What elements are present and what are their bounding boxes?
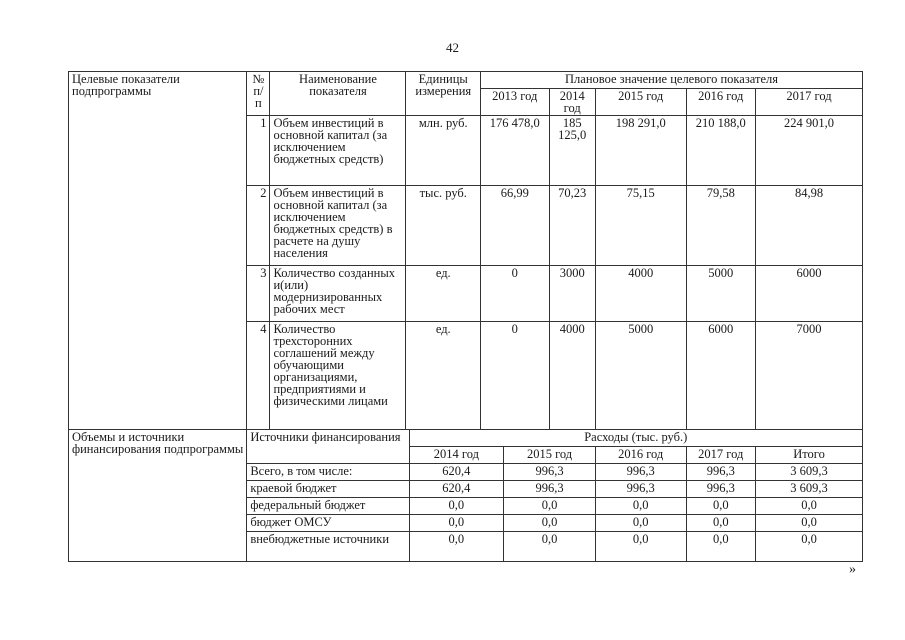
funding-value: 0,0 [756, 515, 863, 532]
targets-header-row [69, 72, 863, 89]
target-value: 5000 [686, 266, 756, 322]
year-header: 2013 год [481, 89, 550, 116]
funding-column-header: 2015 год [504, 447, 596, 464]
funding-column-header: 2014 год [409, 447, 504, 464]
funding-value: 0,0 [409, 498, 504, 515]
funding-value: 0,0 [686, 498, 756, 515]
target-value: 79,58 [686, 186, 756, 266]
target-unit: млн. руб. [406, 116, 481, 186]
target-unit: ед. [406, 322, 481, 430]
funding-source-label: федеральный бюджет [247, 498, 409, 515]
funding-value: 620,4 [409, 464, 504, 481]
target-unit: ед. [406, 266, 481, 322]
funding-value: 0,0 [595, 515, 686, 532]
target-value: 198 291,0 [595, 116, 686, 186]
target-value: 0 [481, 266, 550, 322]
target-value: 224 901,0 [756, 116, 863, 186]
page-number: 42 [446, 40, 459, 55]
target-value: 176 478,0 [481, 116, 550, 186]
funding-column-header: Итого [756, 447, 863, 464]
subprogram-passport-table [68, 71, 863, 562]
target-num: 2 [247, 186, 270, 266]
year-header: 2015 год [595, 89, 686, 116]
target-value: 6000 [686, 322, 756, 430]
target-name: Количество созданных и(или) модернизированных рабочих мест [270, 266, 406, 322]
target-value: 7000 [756, 322, 863, 430]
funding-column-header: 2016 год [595, 447, 686, 464]
funding-value: 620,4 [409, 481, 504, 498]
funding-value: 3 609,3 [756, 464, 863, 481]
closing-quote-mark: » [849, 562, 856, 577]
funding-source-label: Всего, в том числе: [247, 464, 409, 481]
funding-value: 0,0 [686, 532, 756, 562]
funding-value: 996,3 [504, 481, 596, 498]
funding-value: 0,0 [595, 532, 686, 562]
target-unit: тыс. руб. [406, 186, 481, 266]
funding-value: 0,0 [409, 515, 504, 532]
target-num: 1 [247, 116, 270, 186]
funding-value: 996,3 [595, 481, 686, 498]
funding-source-label: внебюджетные источники [247, 532, 409, 562]
targets-header-name: Наименование показателя [270, 72, 406, 116]
target-num: 3 [247, 266, 270, 322]
year-header: 2016 год [686, 89, 756, 116]
funding-value: 0,0 [504, 532, 596, 562]
funding-value: 0,0 [504, 515, 596, 532]
funding-value: 0,0 [756, 498, 863, 515]
target-value: 185 125,0 [549, 116, 595, 186]
target-value: 84,98 [756, 186, 863, 266]
target-value: 4000 [549, 322, 595, 430]
target-value: 6000 [756, 266, 863, 322]
targets-header-num: № п/п [247, 72, 270, 116]
target-name: Количество трехсторонних соглашений между обучающими организациями, предприятиями и физическими лицами [270, 322, 406, 430]
target-value: 0 [481, 322, 550, 430]
targets-header-units: Единицы измерения [406, 72, 481, 116]
funding-value: 0,0 [756, 532, 863, 562]
targets-header-plan: Плановое значение целевого показателя [481, 72, 863, 89]
target-num: 4 [247, 322, 270, 430]
funding-value: 0,0 [504, 498, 596, 515]
funding-column-header: 2017 год [686, 447, 756, 464]
funding-value: 0,0 [595, 498, 686, 515]
target-value: 5000 [595, 322, 686, 430]
target-name: Объем инвестиций в основной капитал (за исключением бюджетных средств) [270, 116, 406, 186]
target-value: 75,15 [595, 186, 686, 266]
target-value: 4000 [595, 266, 686, 322]
funding-value: 996,3 [504, 464, 596, 481]
target-value: 66,99 [481, 186, 550, 266]
target-value: 70,23 [549, 186, 595, 266]
funding-source-label: краевой бюджет [247, 481, 409, 498]
year-header: 2017 год [756, 89, 863, 116]
funding-value: 0,0 [686, 515, 756, 532]
funding-value: 996,3 [686, 481, 756, 498]
targets-section-label: Целевые показатели подпрограммы [69, 72, 247, 430]
year-header: 2014 год [549, 89, 595, 116]
funding-sources-header: Источники финансирования [247, 430, 409, 464]
funding-expenses-header: Расходы (тыс. руб.) [409, 430, 863, 447]
target-name: Объем инвестиций в основной капитал (за исключением бюджетных средств) в расчете на душу населения [270, 186, 406, 266]
target-value: 3000 [549, 266, 595, 322]
funding-value: 996,3 [595, 464, 686, 481]
funding-section-label: Объемы и источники финансирования подпрограммы [69, 430, 247, 562]
funding-value: 996,3 [686, 464, 756, 481]
funding-value: 3 609,3 [756, 481, 863, 498]
funding-header-row [69, 430, 863, 447]
funding-value: 0,0 [409, 532, 504, 562]
target-value: 210 188,0 [686, 116, 756, 186]
funding-source-label: бюджет ОМСУ [247, 515, 409, 532]
